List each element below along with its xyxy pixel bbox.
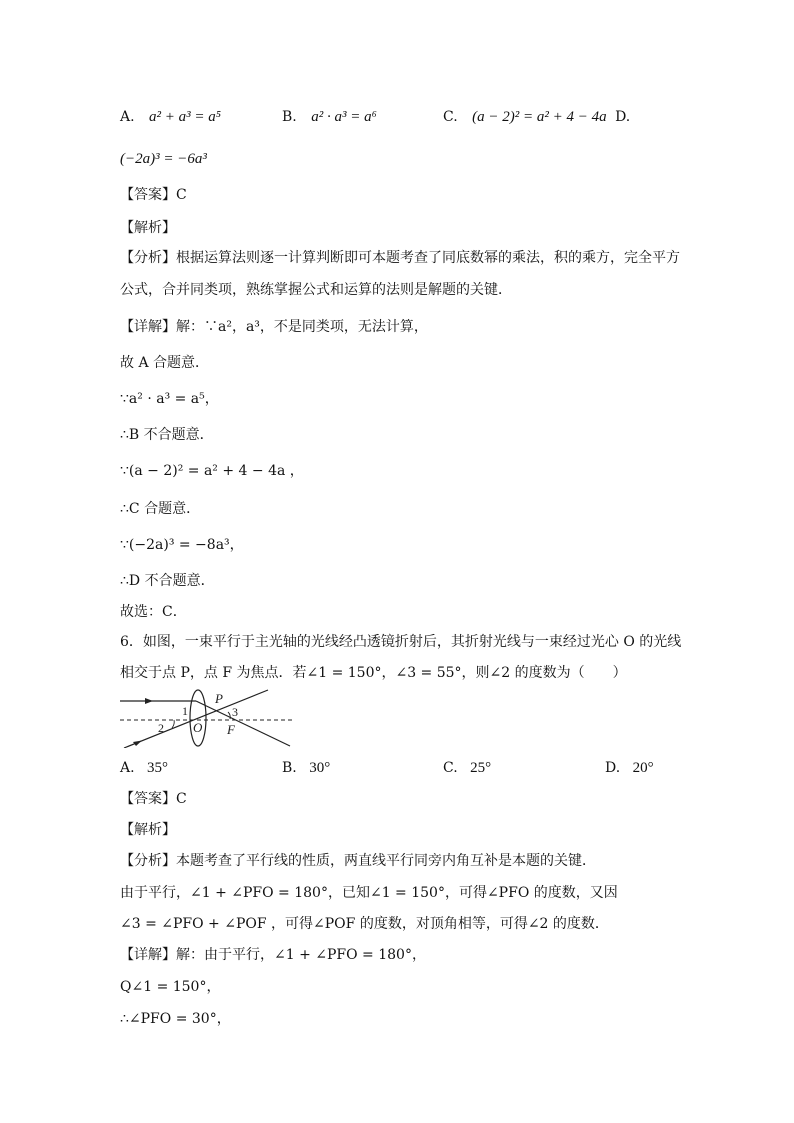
option-label: C.	[443, 109, 458, 125]
q5-analysis-line-1: 【分析】根据运算法则逐一计算判断即可本题考查了同底数幂的乘法，积的乘方，完全平方	[120, 250, 680, 266]
q5-detail-line-2: 故 A 合题意．	[120, 355, 210, 371]
option-a-value: 35°	[147, 760, 169, 776]
option-b-expression: a² · a³ = a⁶	[311, 109, 377, 125]
q5-detail-line-6: ∴C 合题意．	[120, 501, 201, 517]
q6-detail-line-3: ∴∠PFO = 30°，	[120, 1011, 231, 1027]
angle-3-label: 3	[232, 705, 238, 719]
lens-ray-diagram	[120, 688, 295, 748]
option-c-value: 25°	[470, 760, 492, 776]
q5-detail-line-9: 故选：C．	[120, 604, 187, 620]
angle-2-arc	[172, 720, 174, 728]
q5-detail-line-7: ∵(−2a)³ = −8a³，	[120, 537, 244, 553]
angle-3-arc	[228, 712, 230, 719]
option-label: B.	[282, 109, 297, 125]
arrow-right-icon	[145, 698, 153, 704]
q5-detail-line-5: ∵(a − 2)² = a² + 4 − 4a ，	[120, 463, 304, 479]
q6-analysis-line-3: ∠3 = ∠PFO + ∠POF ，可得∠POF 的度数，对顶角相等，可得∠2 的度数．	[120, 916, 609, 932]
q5-option-b	[282, 108, 377, 126]
q6-option-d	[605, 759, 654, 777]
q5-detail-line-4: ∴B 不合题意．	[120, 427, 214, 443]
q6-stem-line-2: 相交于点 P，点 F 为焦点．若∠1 = 150°，∠3 = 55°，则∠2 的度数为（ ）	[120, 665, 627, 681]
angle-2-label: 2	[158, 721, 164, 735]
option-b-value: 30°	[309, 760, 331, 776]
option-label: A.	[120, 109, 135, 125]
point-o-label: O	[193, 720, 203, 735]
q5-detail-line-3: ∵a² · a³ = a⁵，	[120, 391, 219, 407]
q6-option-a	[120, 759, 168, 777]
q5-option-a	[120, 108, 221, 126]
q6-detail-line-2: Q∠1 = 150°，	[120, 979, 221, 995]
option-label: C.	[443, 760, 458, 776]
option-label: A.	[120, 760, 135, 776]
q6-detail-line-1: 【详解】解：由于平行，∠1 + ∠PFO = 180°，	[120, 947, 426, 963]
q5-analysis-title: 【解析】	[120, 220, 176, 236]
q6-analysis-title: 【解析】	[120, 822, 176, 838]
q5-option-c	[443, 108, 630, 126]
option-label: D.	[605, 760, 621, 776]
q5-detail-line-1: 【详解】解：∵a²，a³，不是同类项，无法计算，	[120, 319, 428, 335]
q5-answer: 【答案】C	[120, 187, 187, 203]
arrow-up-right-icon	[133, 741, 142, 747]
point-p-label: P	[215, 691, 223, 706]
q6-answer: 【答案】C	[120, 791, 187, 807]
refracted-ray	[196, 701, 290, 746]
q5-option-d: (−2a)³ = −6a³	[120, 151, 207, 167]
option-d-value: 20°	[632, 760, 654, 776]
point-f-label: F	[227, 722, 235, 737]
option-c-expression: (a − 2)² = a² + 4 − 4a	[472, 109, 607, 125]
q6-analysis-line-1: 【分析】本题考查了平行线的性质，两直线平行同旁内角互补是本题的关键．	[120, 853, 596, 869]
option-label: B.	[282, 760, 297, 776]
option-a-expression: a² + a³ = a⁵	[149, 109, 221, 125]
option-label: D.	[615, 109, 631, 125]
angle-1-label: 1	[182, 704, 188, 718]
q6-option-c	[443, 759, 491, 777]
q6-stem-line-1: 6．如图，一束平行于主光轴的光线经凸透镜折射后，其折射光线与一束经过光心 O 的光线	[120, 634, 682, 650]
q5-detail-line-8: ∴D 不合题意．	[120, 573, 215, 589]
q5-analysis-line-2: 公式，合并同类项，熟练掌握公式和运算的法则是解题的关键．	[120, 282, 512, 298]
q6-analysis-line-2: 由于平行，∠1 + ∠PFO = 180°，已知∠1 = 150°，可得∠PFO 的度数，又因	[120, 885, 618, 901]
q6-option-b	[282, 759, 330, 777]
